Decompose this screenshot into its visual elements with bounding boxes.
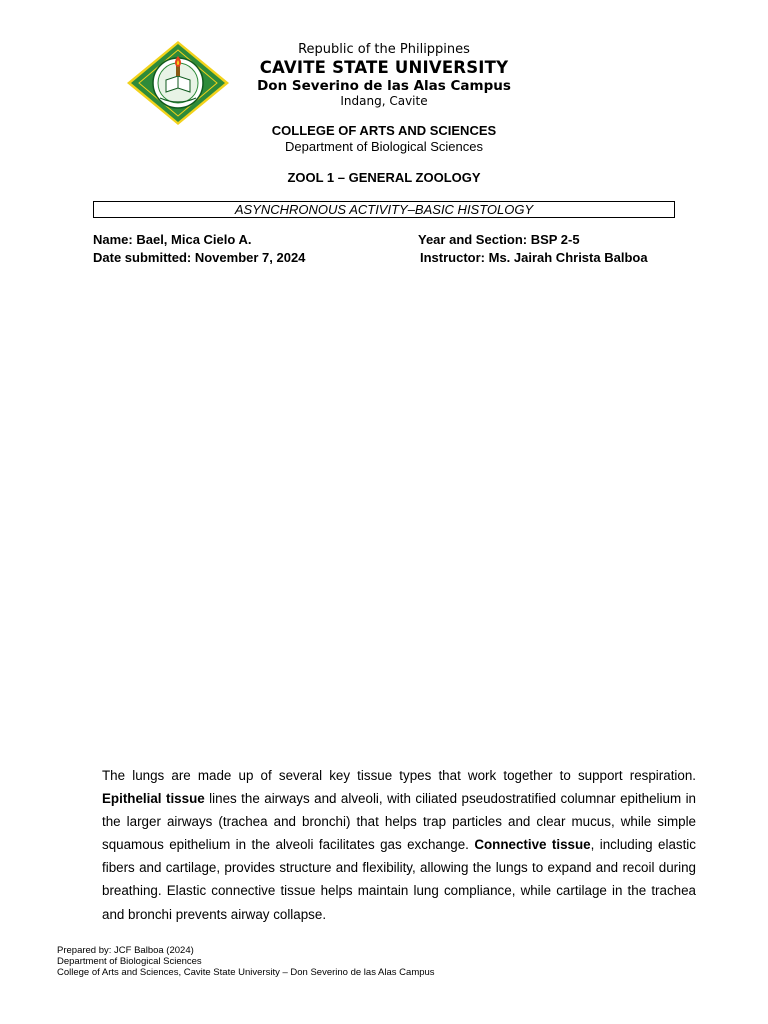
campus-town: Indang, Cavite [340,94,428,108]
department-name: Department of Biological Sciences [285,139,483,154]
course-title: ZOOL 1 – GENERAL ZOOLOGY [287,170,481,185]
footer-prepared-by: Prepared by: JCF Balboa (2024) [57,945,194,956]
paragraph-text: lines the airways and alveoli, with ciliated pseudostratified columnar epithelium in the larger airways (trachea and bronchi) that helps trap particles and clear mucus, while simple squamous epithelium in the alveoli facilitates gas exchange. [102,791,696,853]
instructor: Instructor: Ms. Jairah Christa Balboa [420,250,648,265]
campus-name: Don Severino de las Alas Campus [257,78,511,94]
body-paragraph [102,764,696,926]
student-name: Name: Bael, Mica Cielo A. [93,232,252,247]
year-section: Year and Section: BSP 2-5 [418,232,580,247]
connective-tissue-term: Connective tissue [474,837,591,853]
college-name: COLLEGE OF ARTS AND SCIENCES [271,123,497,138]
activity-title-box: ASYNCHRONOUS ACTIVITY–BASIC HISTOLOGY [93,201,675,218]
epithelial-tissue-term: Epithelial tissue [102,791,205,807]
date-submitted: Date submitted: November 7, 2024 [93,250,306,265]
university-name: CAVITE STATE UNIVERSITY [259,58,509,77]
footer-college: College of Arts and Sciences, Cavite State University – Don Severino de las Alas Campus [57,967,435,978]
paragraph-text: , including elastic fibers and cartilage, provides structure and flexibility, allowing the lungs to expand and recoil during breathing. Elastic connective tissue helps maintain lung compliance, while cartilage in the trachea and bronchi prevents airway collapse. [102,837,696,922]
footer-department: Department of Biological Sciences [57,956,202,967]
paragraph-text: The lungs are made up of several key tissue types that work together to support respiration. [102,768,696,783]
republic-heading: Republic of the Philippines [298,42,470,57]
